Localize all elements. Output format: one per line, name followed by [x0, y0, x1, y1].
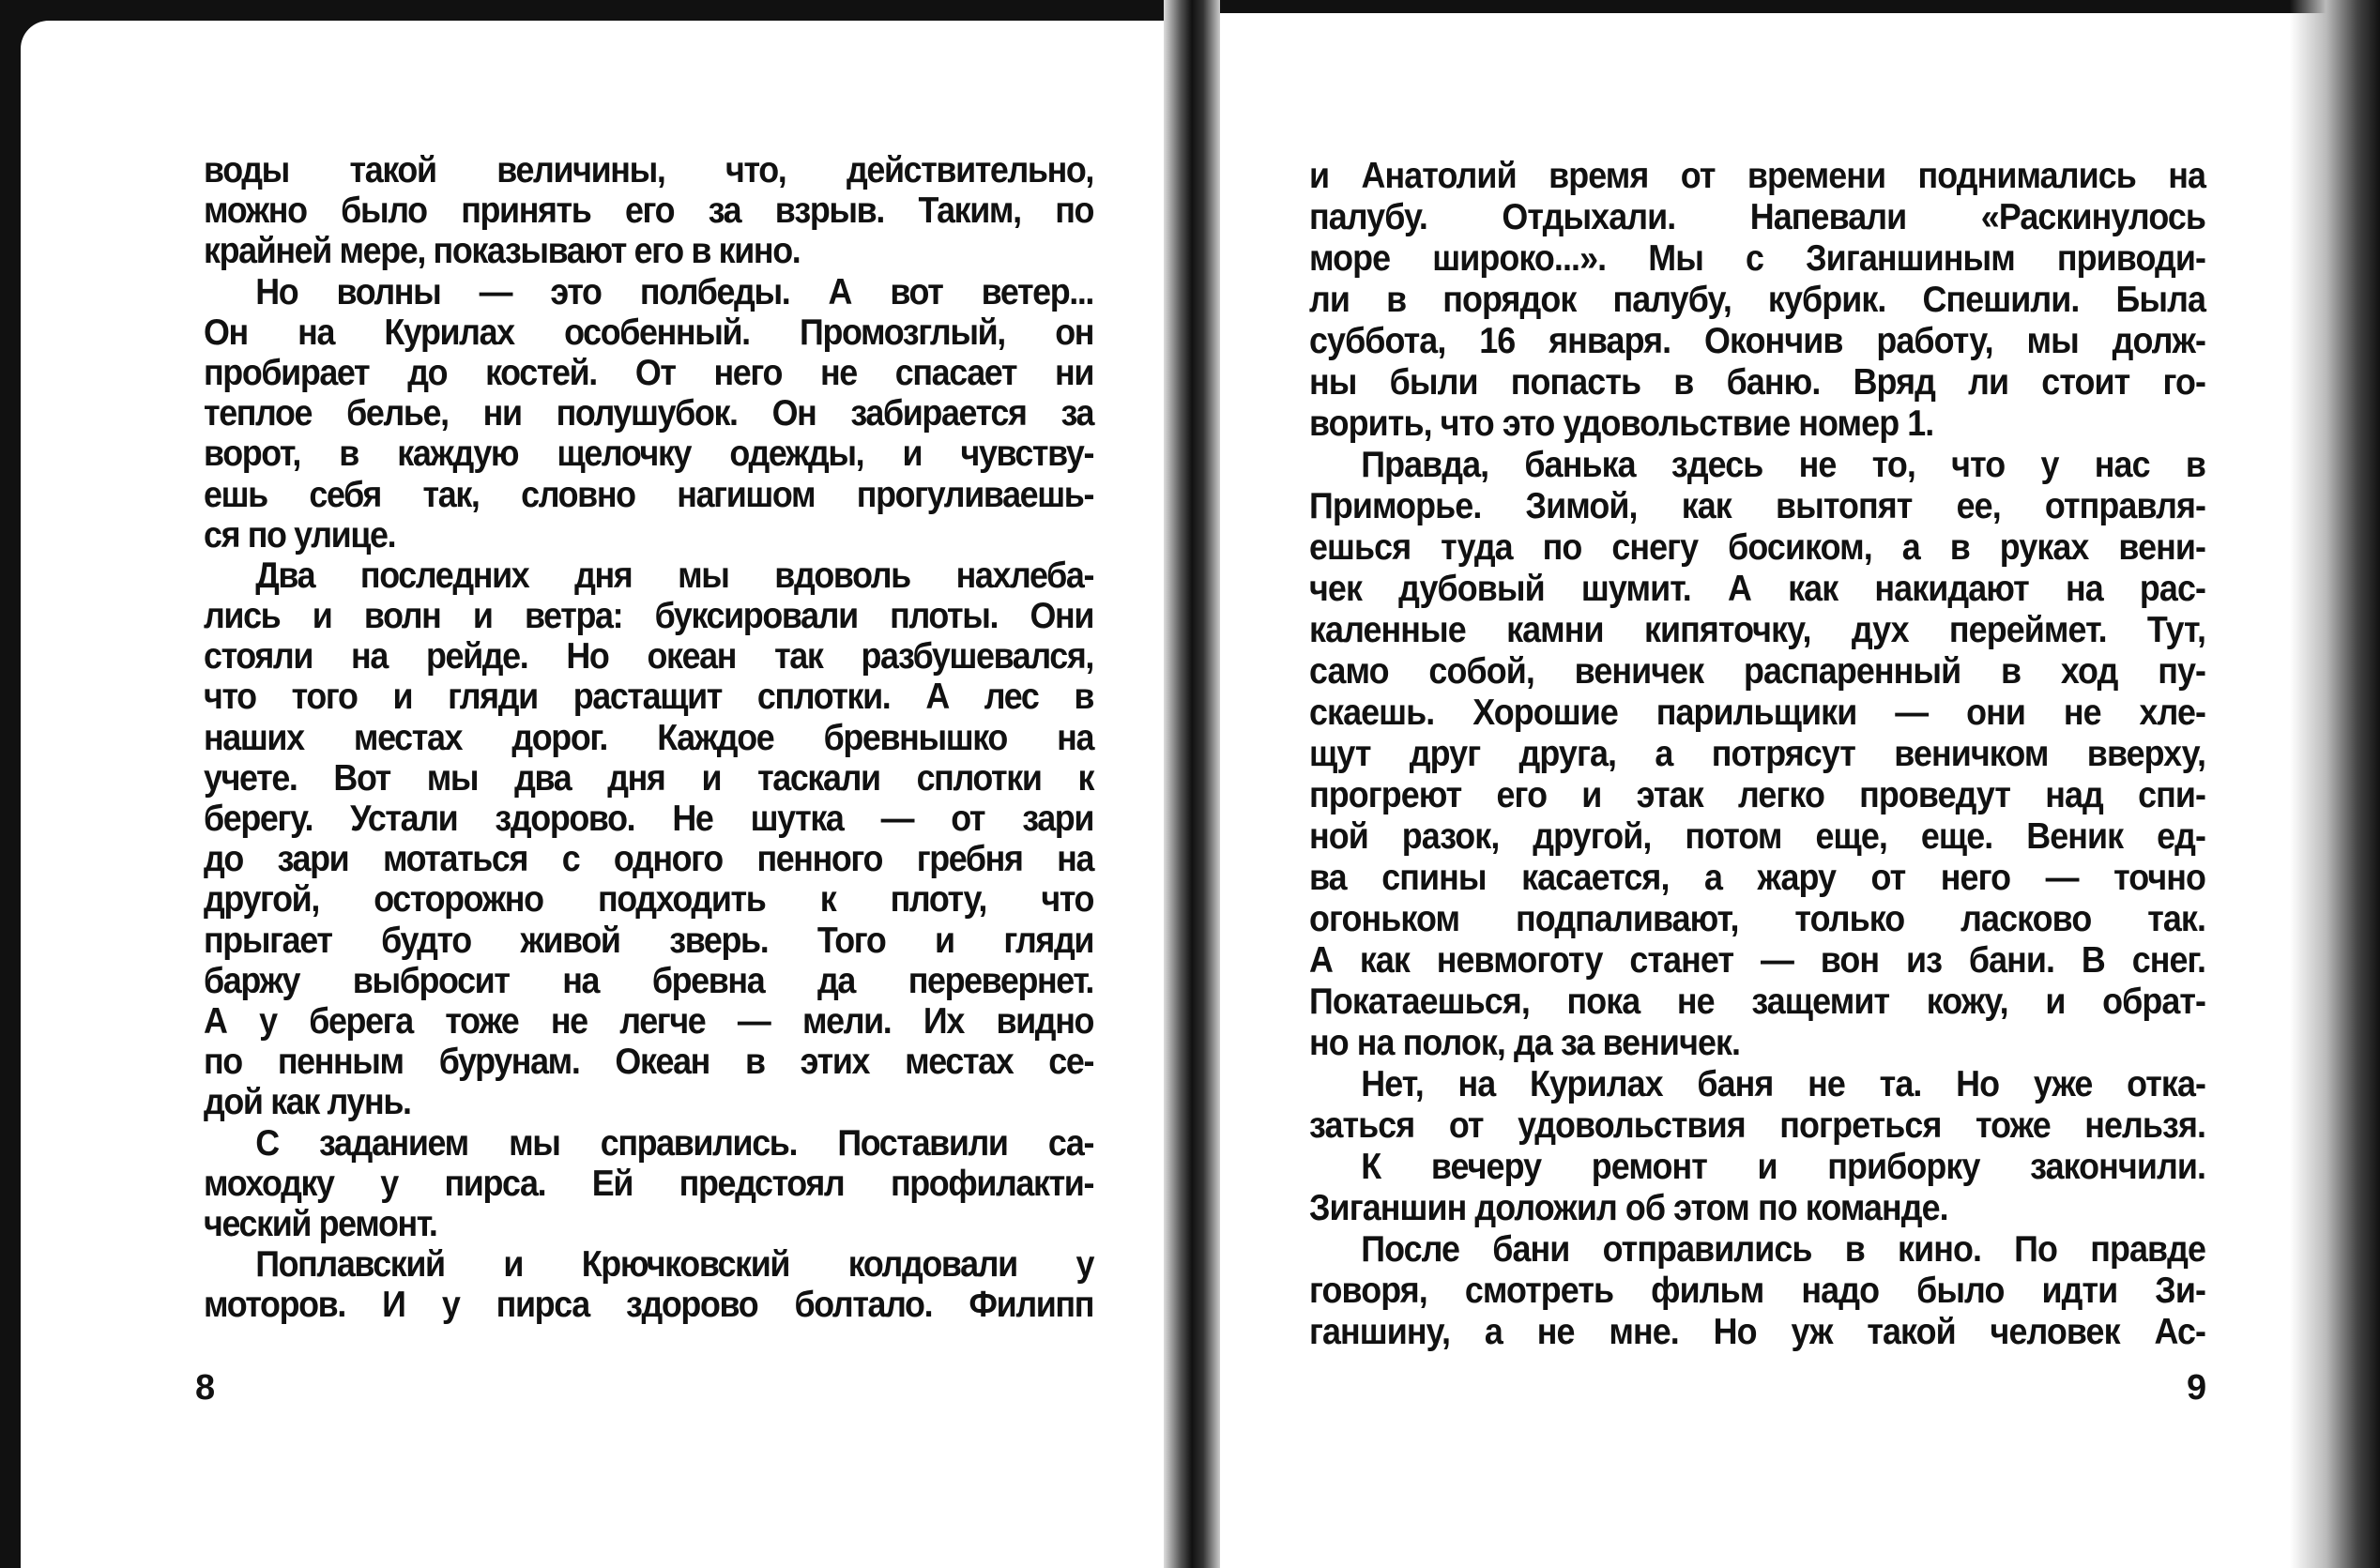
text-line: ганшину, а не мне. Но уж такой человек Ас-: [1309, 1312, 2206, 1352]
text-line: теплое белье, ни полушубок. Он забирается за: [204, 393, 1094, 434]
text-line: море широко...». Мы с Зиганшиным приводи-: [1309, 238, 2206, 279]
left-page-text: [204, 150, 1093, 1325]
text-line: Приморье. Зимой, как вытопят ее, отправля-: [1309, 486, 2206, 526]
text-line: заться от удовольствия погреться тоже нельзя.: [1309, 1105, 2206, 1146]
text-line: и Анатолий время от времени поднимались на: [1309, 156, 2206, 196]
text-line: А у берега тоже не легче — мели. Их видно: [204, 1000, 1094, 1042]
text-line: само собой, веничек распаренный в ход пу-: [1309, 651, 2206, 692]
page-number-right: 9: [2187, 1368, 2207, 1408]
book-gutter: [1164, 0, 1220, 1568]
text-line: А как невмоготу станет — вон из бани. В снег.: [1309, 940, 2206, 981]
text-line: Нет, на Курилах баня не та. Но уже отка-: [1361, 1064, 2206, 1104]
text-line: Зиганшин доложил об этом по команде.: [1309, 1188, 1948, 1228]
text-line: можно было принять его за взрыв. Таким, по: [204, 190, 1094, 232]
text-line: по пенным бурунам. Океан в этих местах се-: [204, 1042, 1094, 1083]
text-line: Он на Курилах особенный. Промозглый, он: [204, 312, 1094, 353]
text-line: лись и волн и ветра: буксировали плоты. Они: [204, 596, 1094, 637]
text-line: стояли на рейде. Но океан так разбушевался,: [204, 636, 1094, 677]
text-line: до зари мотаться с одного пенного гребня на: [204, 839, 1094, 880]
text-line: каленные камни кипяточку, дух переймет. Тут,: [1309, 610, 2206, 650]
text-line: что того и гляди растащит сплотки. А лес в: [204, 677, 1094, 718]
text-line: Два последних дня мы вдоволь нахлеба-: [255, 555, 1094, 596]
right-page-text: [1309, 156, 2205, 1353]
text-line: но на полок, да за веничек.: [1309, 1023, 1741, 1063]
text-line: После бани отправились в кино. По правде: [1361, 1229, 2206, 1270]
text-line: учете. Вот мы два дня и таскали сплотки к: [204, 757, 1094, 799]
text-line: ворот, в каждую щелочку одежды, и чувству-: [204, 434, 1094, 475]
text-line: ны были попасть в баню. Вряд ли стоит го-: [1309, 362, 2206, 403]
text-line: ворить, что это удовольствие номер 1.: [1309, 403, 1934, 444]
text-line: огоньком подпаливают, только ласково так.: [1309, 899, 2206, 939]
page-number-left: 8: [195, 1368, 216, 1408]
text-line: прыгает будто живой зверь. Того и гляди: [204, 920, 1094, 961]
text-line: чек дубовый шумит. А как накидают на рас-: [1309, 569, 2206, 609]
text-line: Правда, банька здесь не то, что у нас в: [1361, 445, 2206, 485]
scan-border-right: [2290, 0, 2380, 1568]
text-line: палубу. Отдыхали. Напевали «Раскинулось: [1309, 197, 2206, 237]
text-line: воды такой величины, что, действительно,: [204, 150, 1094, 190]
text-line: моходку у пирса. Ей предстоял профилакти-: [204, 1163, 1094, 1204]
text-line: Поплавский и Крючковский колдовали у: [255, 1244, 1094, 1286]
text-line: ной разок, другой, потом еще, еще. Веник ед-: [1309, 816, 2206, 857]
text-line: С заданием мы справились. Поставили са-: [255, 1122, 1094, 1164]
text-line: Но волны — это полбеды. А вот ветер...: [255, 271, 1094, 312]
text-line: крайней мере, показывают его в кино.: [204, 231, 801, 272]
text-line: дой как лунь.: [204, 1082, 411, 1123]
text-line: баржу выбросит на бревна да перевернет.: [204, 960, 1094, 1001]
text-line: пробирает до костей. От него не спасает ни: [204, 352, 1094, 393]
text-line: ешься туда по снегу босиком, а в руках вени-: [1309, 527, 2206, 568]
text-line: Покатаешься, пока не защемит кожу, и обрат-: [1309, 982, 2206, 1022]
text-line: ся по улице.: [204, 514, 396, 556]
text-line: К вечеру ремонт и приборку закончили.: [1361, 1147, 2206, 1187]
text-line: моторов. И у пирса здорово болтало. Филипп: [204, 1285, 1094, 1326]
text-line: ва спины касается, а жару от него — точно: [1309, 858, 2206, 898]
text-line: говоря, смотреть фильм надо было идти Зи-: [1309, 1271, 2206, 1311]
text-line: наших местах дорог. Каждое бревнышко на: [204, 717, 1094, 758]
text-line: ешь себя так, словно нагишом прогуливаешь-: [204, 474, 1094, 515]
text-line: другой, осторожно подходить к плоту, что: [204, 879, 1094, 921]
text-line: ли в порядок палубу, кубрик. Спешили. Была: [1309, 280, 2206, 320]
text-line: ческий ремонт.: [204, 1203, 437, 1244]
text-line: прогреют его и этак легко проведут над спи-: [1309, 775, 2206, 815]
text-line: скаешь. Хорошие парильщики — они не хле-: [1309, 693, 2206, 733]
text-line: щут друг друга, а потрясут веничком вверху,: [1309, 734, 2206, 774]
text-line: суббота, 16 января. Окончив работу, мы долж-: [1309, 321, 2206, 361]
text-line: берегу. Устали здорово. Не шутка — от зари: [204, 799, 1094, 839]
